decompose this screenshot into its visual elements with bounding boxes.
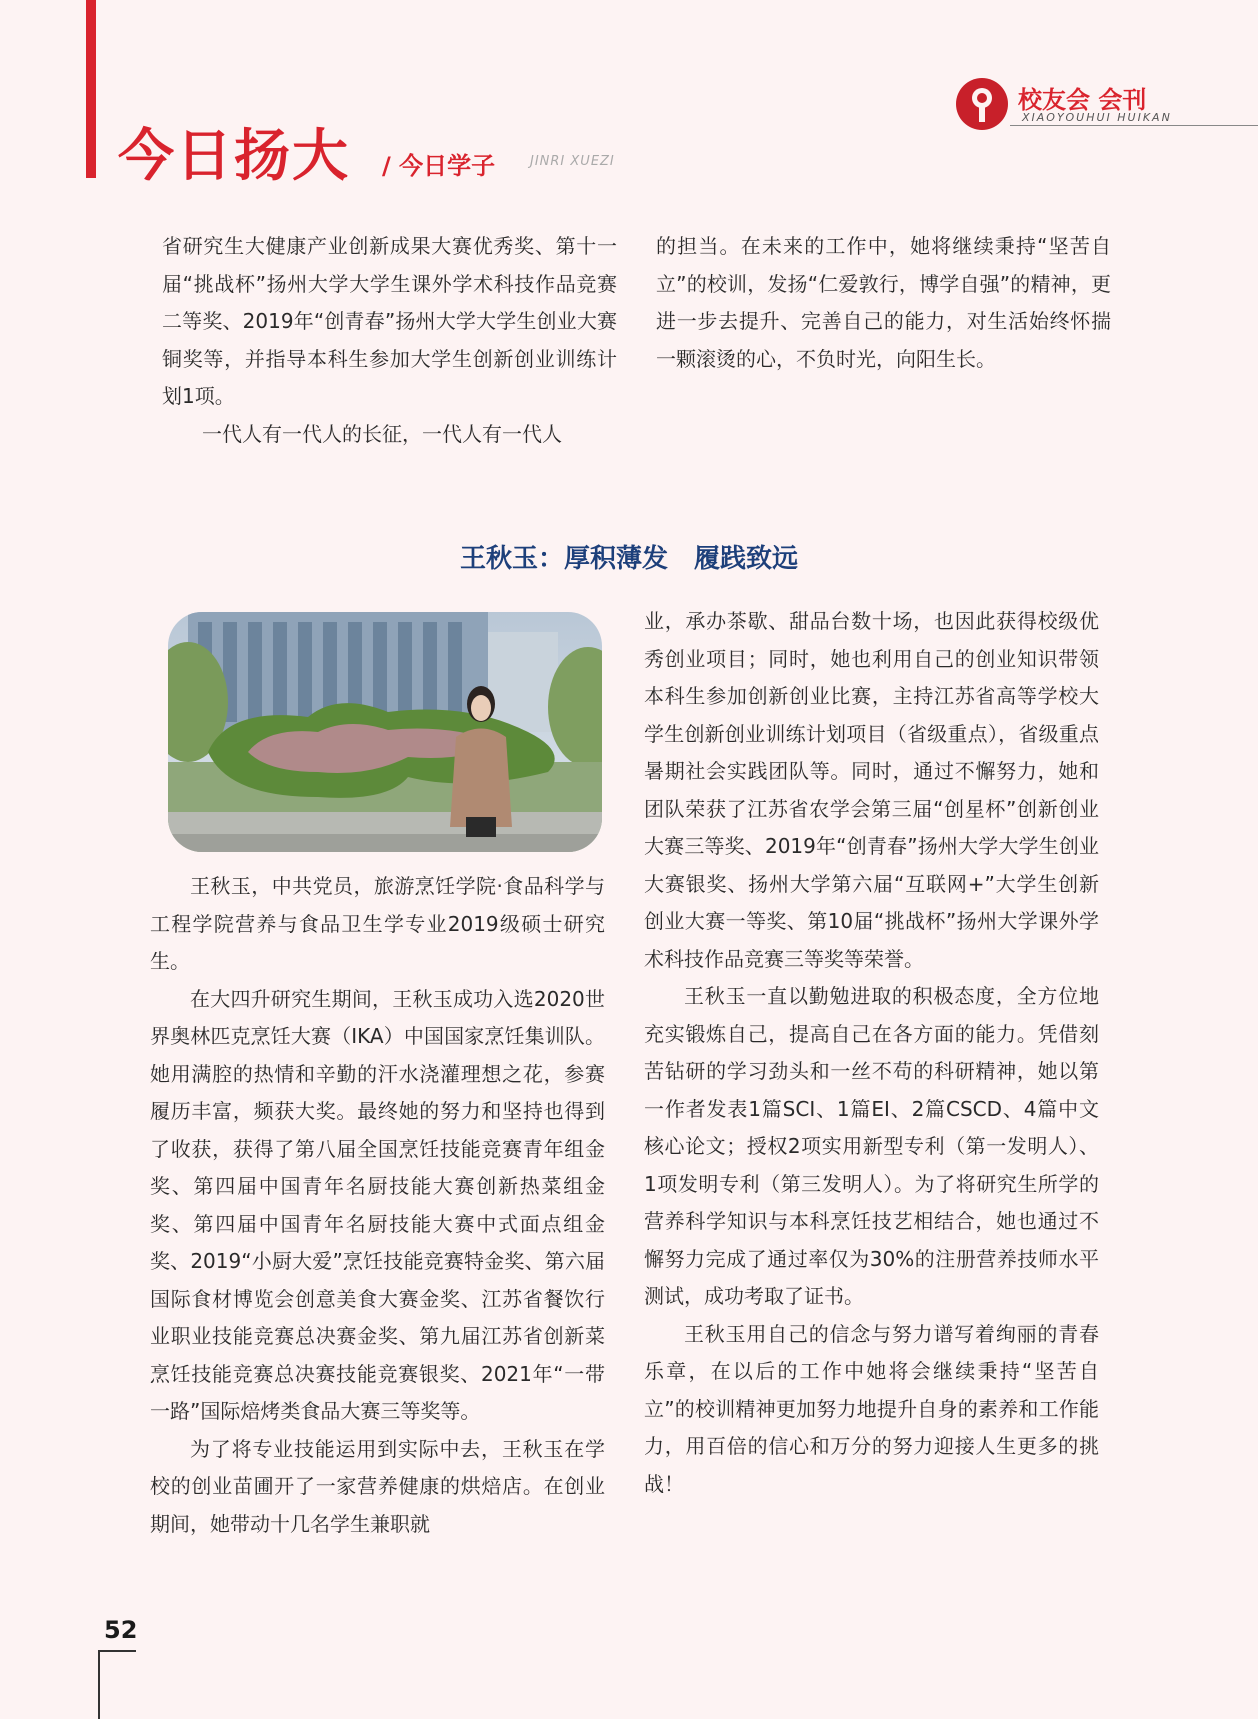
paragraph: 王秋玉用自己的信念与努力谱写着绚丽的青春乐章，在以后的工作中她将会继续秉持“坚苦自立”的校训精神更加努力地提升自身的素养和工作能力，用百倍的信心和万分的努力迎接人生更多的挑战！: [644, 1321, 1099, 1496]
header-rule: [1010, 125, 1258, 126]
magazine-title-en: XIAOYOUHUI HUIKAN: [1022, 111, 1172, 124]
article-right-column: [644, 603, 1099, 1503]
paragraph: 业，承办茶歇、甜品台数十场，也因此获得校级优秀创业项目；同时，她也利用自己的创业知识带领本科生参加创新创业比赛，主持江苏省高等学校大学生创新创业训练计划项目（省级重点），省级重点暑期社会实践团队等。同时，通过不懈努力，她和团队荣获了江苏省农学会第三届“创星杯”创新创业大赛三等奖、2019年“创青春”扬州大学大学生创业大赛银奖、扬州大学第六届“互联网+”大学生创新创业大赛一等奖、第10届“挑战杯”扬州大学课外学术科技作品竞赛三等奖等荣誉。: [644, 609, 1099, 971]
section-title-en: JINRI XUEZI: [530, 154, 615, 169]
paragraph: 一代人有一代人的长征，一代人有一代人: [202, 421, 562, 446]
paragraph: 王秋玉，中共党员，旅游烹饪学院·食品科学与工程学院营养与食品卫生学专业2019级硕士研究生。: [150, 874, 605, 973]
article-left-column: [150, 868, 605, 1543]
brand-title: 今日扬大: [118, 124, 350, 189]
magazine-title: 校友会 会刊: [1018, 86, 1147, 114]
accent-bar: [86, 0, 96, 178]
page-number: 52: [104, 1616, 138, 1644]
alumni-logo-icon: [956, 78, 1008, 130]
article-title: 王秋玉：厚积薄发 履践致远: [459, 544, 798, 574]
corner-mark: [98, 1650, 100, 1719]
paragraph: 在大四升研究生期间，王秋玉成功入选2020世界奥林匹克烹饪大赛（IKA）中国国家烹饪集训队。她用满腔的热情和辛勤的汗水浇灌理想之花，参赛履历丰富，频获大奖。最终她的努力和坚持也得到了收获，获得了第八届全国烹饪技能竞赛青年组金奖、第四届中国青年名厨技能大赛创新热菜组金奖、第四届中国青年名厨技能大赛中式面点组金奖、2019“小厨大爱”烹饪技能竞赛特金奖、第六届国际食材博览会创意美食大赛金奖、江苏省餐饮行业职业技能竞赛总决赛金奖、第九届江苏省创新菜烹饪技能竞赛总决赛技能竞赛银奖、2021年“一带一路”国际焙烤类食品大赛三等奖等。: [150, 986, 605, 1423]
paragraph: 王秋玉一直以勤勉进取的积极态度，全方位地充实锻炼自己，提高自己在各方面的能力。凭借刻苦钻研的学习劲头和一丝不苟的科研精神，她以第一作者发表1篇SCI、1篇EI、2篇CSCD、4篇中文核心论文；授权2项实用新型专利（第一发明人）、1项发明专利（第三发明人）。为了将研究生所学的营养科学知识与本科烹饪技艺相结合，她也通过不懈努力完成了通过率仅为30%的注册营养技师水平测试，成功考取了证书。: [644, 984, 1099, 1308]
prev-article-right-column: [656, 228, 1111, 378]
paragraph: 的担当。在未来的工作中，她将继续秉持“坚苦自立”的校训，发扬“仁爱敦行，博学自强”的精神，更进一步去提升、完善自己的能力，对生活始终怀揣一颗滚烫的心，不负时光，向阳生长。: [656, 234, 1111, 371]
section-title: / 今日学子: [382, 152, 496, 180]
paragraph: 省研究生大健康产业创新成果大赛优秀奖、第十一届“挑战杯”扬州大学大学生课外学术科技作品竞赛二等奖、2019年“创青春”扬州大学大学生创业大赛铜奖等，并指导本科生参加大学生创新创业训练计划1项。: [162, 234, 617, 408]
paragraph: 为了将专业技能运用到实际中去，王秋玉在学校的创业苗圃开了一家营养健康的烘焙店。在创业期间，她带动十几名学生兼职就: [150, 1436, 605, 1536]
prev-article-left-column: [162, 228, 617, 453]
corner-mark: [98, 1650, 136, 1652]
portrait-photo: [168, 612, 602, 852]
